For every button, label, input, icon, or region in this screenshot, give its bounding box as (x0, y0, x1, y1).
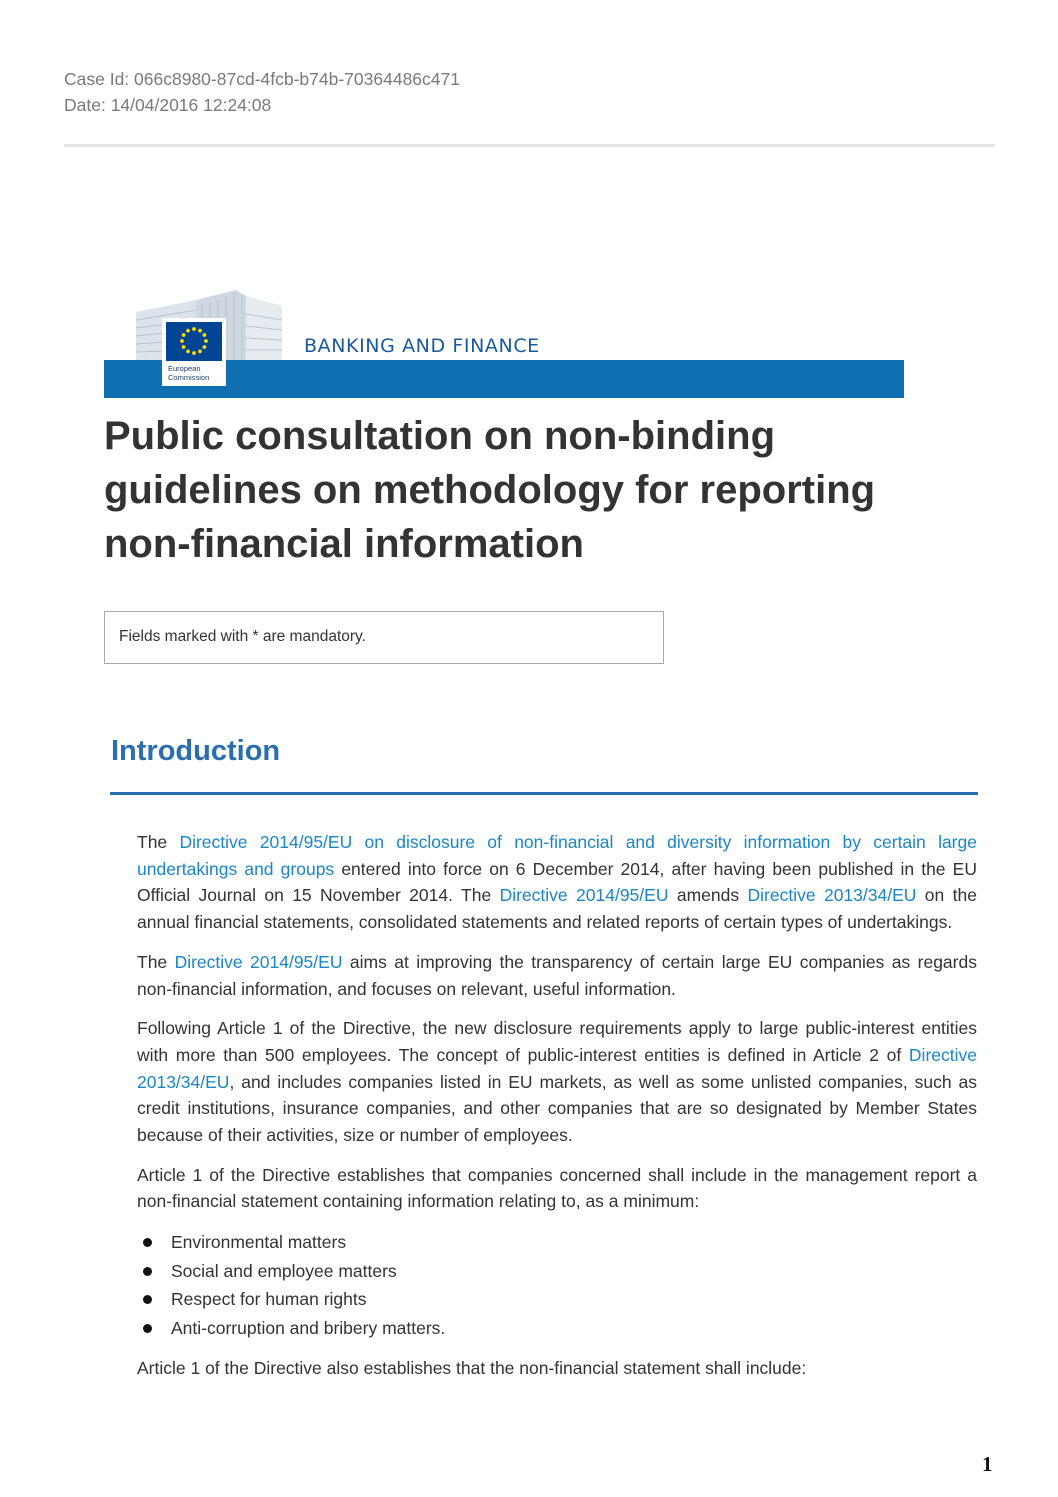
section-divider (110, 792, 978, 795)
list-item: Anti-corruption and bribery matters. (137, 1314, 977, 1343)
section-body (137, 829, 977, 1394)
paragraph: Article 1 of the Directive also establishes that the non-financial statement shall include: (137, 1357, 807, 1378)
document-date: Date: 14/04/2016 12:24:08 (64, 95, 272, 115)
eu-flag-icon (166, 322, 222, 361)
document-meta (64, 66, 460, 118)
directive-2014-95-link[interactable]: Directive 2014/95/EU (174, 951, 343, 972)
header-banner (104, 288, 904, 398)
header-divider (64, 144, 995, 147)
list-item: Social and employee matters (137, 1257, 977, 1286)
directive-2014-95-link[interactable]: Directive 2014/95/EU (499, 885, 669, 906)
paragraph: Article 1 of the Directive establishes that companies concerned shall include in the management report a non-financial statement containing information relating to, as a minimum: (137, 1164, 977, 1212)
paragraph: Following Article 1 of the Directive, the new disclosure requirements apply to large public-interest entities with more than 500 employees. The concept of public-interest entities is defined in Article 2 of Directive 2013/34/EU, and includes companies listed in EU markets, as well as some unlisted companies, such as credit institutions, insurance companies, and other companies that are so designated by Member States because of their activities, size or number of employees. (137, 1018, 977, 1146)
banner-title: BANKING AND FINANCE (304, 335, 540, 357)
page-number: 1 (982, 1452, 993, 1476)
directive-2013-34-link[interactable]: Directive 2013/34/EU (137, 1044, 977, 1092)
page-title: Public consultation on non-binding guidelines on methodology for reporting non-financial information (104, 414, 876, 566)
list-item: Environmental matters (137, 1228, 977, 1257)
list-item: Respect for human rights (137, 1285, 977, 1314)
paragraph: The Directive 2014/95/EU on disclosure of non-financial and diversity information by certain large undertakings and groups entered into force on 6 December 2014, after having been published in the EU Official Journal on 15 November 2014. The Directive 2014/95/EU amends Directive 2013/34/EU on the annual financial statements, consolidated statements and related reports of certain types of undertakings. (137, 832, 977, 933)
directive-2013-34-link[interactable]: Directive 2013/34/EU (747, 885, 917, 906)
directive-2014-95-full-link[interactable]: Directive 2014/95/EU on disclosure of non-financial and diversity information by certain large undertakings and groups (137, 832, 977, 879)
mandatory-fields-notice: Fields marked with * are mandatory. (104, 611, 664, 664)
section-heading: Introduction (111, 735, 281, 767)
logo-caption: European Commission (168, 364, 210, 382)
minimum-matters-list (137, 1228, 977, 1342)
european-commission-logo (162, 318, 226, 386)
paragraph: The Directive 2014/95/EU aims at improving the transparency of certain large EU companies as regards non-financial information, and focuses on relevant, useful information. (137, 951, 977, 999)
case-id: Case Id: 066c8980-87cd-4fcb-b74b-70364486c471 (64, 69, 460, 89)
